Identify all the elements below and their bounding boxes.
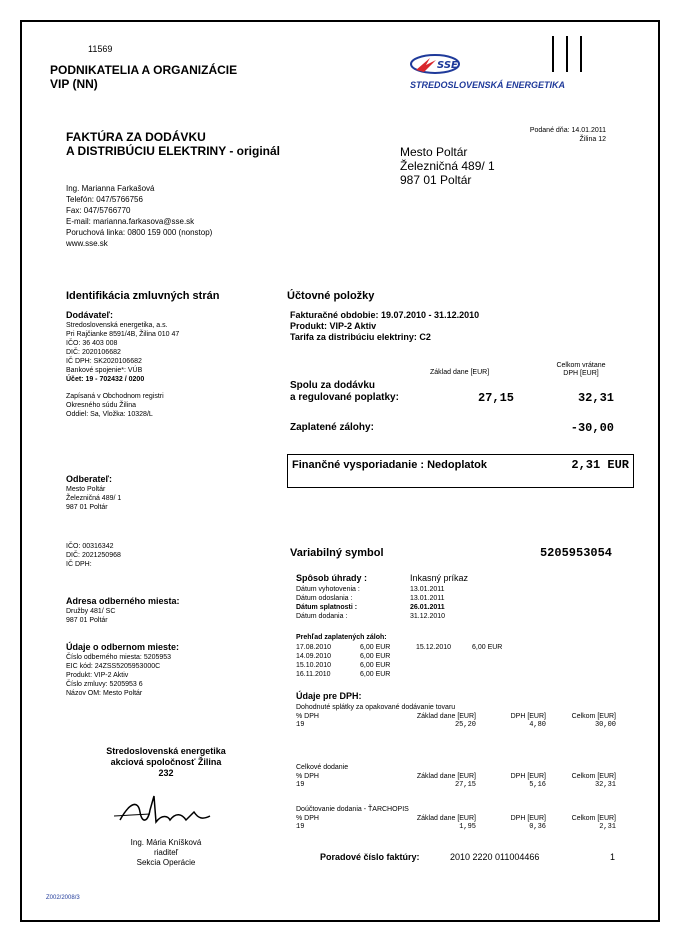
payment-method: Inkasný príkaz (410, 573, 469, 583)
advance-cell: 16.11.2010 (296, 671, 331, 678)
vat-value: 5,16 (529, 781, 546, 789)
customer-ids: IČO: 00316342 DIČ: 2021250968 IČ DPH: (66, 543, 121, 568)
signer: Ing. Mária Kníšková riaditeľ Sekcia Operácie (130, 838, 202, 867)
barcode-line (566, 36, 568, 72)
billing-period: Fakturačné obdobie: 19.07.2010 - 31.12.2010 Produkt: VIP-2 Aktiv Tarifa za distribúciu elektriny: C2 (290, 310, 480, 342)
document-number: 11569 (88, 44, 113, 54)
delivery-site: Adresa odberného miesta: Družby 481/ SC 987 01 Poltár (66, 596, 180, 624)
date-value: 13.01.2011 (410, 595, 445, 602)
company-stamp: Stredoslovenská energetika akciová spoločnosť Žilina 232 (106, 746, 226, 778)
paid-advances-label: Zaplatené zálohy: (290, 422, 374, 433)
advance-cell: 6,00 EUR (360, 653, 391, 660)
invoice-number: 2010 2220 011004466 (450, 852, 540, 862)
date-label: Dátum vyhotovenia : (296, 586, 360, 593)
customer-segment: PODNIKATELIA A ORGANIZÁCIE VIP (NN) (50, 63, 238, 91)
settlement-label: Finančné vysporiadanie : Nedoplatok (292, 459, 487, 471)
vat-header: Základ dane [EUR] (416, 815, 476, 822)
accounting-heading: Účtovné položky (287, 290, 375, 302)
advance-cell: 15.12.2010 (416, 644, 452, 651)
vat-block-title: Doúčtovanie dodania - ŤARCHOPIS (296, 806, 409, 813)
vat-header: % DPH (296, 773, 319, 780)
vat-header: DPH [EUR] (510, 773, 546, 780)
sum-base: 27,15 (477, 391, 514, 405)
date-value: 26.01.2011 (410, 604, 445, 611)
advance-row (296, 652, 556, 661)
variable-symbol-label: Variabilný symbol (290, 547, 384, 559)
date-value: 31.12.2010 (410, 613, 446, 620)
logo-name: STREDOSLOVENSKÁ ENERGETIKA (410, 80, 566, 90)
submitted-info: Podané dňa: 14.01.2011 Žilina 12 (529, 127, 606, 143)
advance-cell: 17.08.2010 (296, 644, 332, 651)
supplier-block: Dodávateľ: Stredoslovenská energetika, a.s. Pri Rajčianke 8591/4B, Žilina 010 47 IČO: 36 403 008 DIČ: 2020106682 IČ DPH: SK2020106682 Bankové spojenie*: VÚB Účet: 19 - 702432 / 0200 Zapísaná v Obchodnom registri Okresného súdu Žilina Oddiel: Sa, Vložka: 10328/L (66, 310, 180, 418)
sum-label: Spolu za dodávku a regulované poplatky: (290, 380, 399, 403)
advance-cell: 6,00 EUR (360, 671, 391, 678)
identification-heading: Identifikácia zmluvných strán (66, 290, 220, 302)
site-info: Údaje o odbernom mieste: Číslo odberného miesta: 5205953 EIC kód: 24ZSS5205953000C Produkt: VIP-2 Aktiv Číslo zmluvy: 5205953 6 Názov OM: Mesto Poltár (66, 642, 180, 697)
vat-block-title: Celkové dodanie (296, 764, 349, 771)
vat-value: 2,31 (599, 823, 616, 831)
vat-header: % DPH (296, 713, 319, 720)
advance-cell: 15.10.2010 (296, 662, 332, 669)
settlement-value: 2,31 EUR (571, 458, 629, 472)
invoice-number-label: Poradové číslo faktúry: (320, 852, 420, 862)
customer-block: Odberateľ: Mesto Poltár Železničná 489/ 1 987 01 Poltár (66, 474, 122, 511)
contact-block: Ing. Marianna Farkašová Telefón: 047/5766756 Fax: 047/5766770 E-mail: marianna.farkasova@sse.sk Poruchová linka: 0800 159 000 (nonstop) www.sse.sk (66, 184, 213, 248)
page-number: 1 (610, 852, 616, 862)
recipient-address: Mesto Poltár Železničná 489/ 1 987 01 Poltár (400, 145, 495, 187)
vat-header: Celkom [EUR] (571, 815, 616, 822)
advance-cell: 6,00 EUR (360, 662, 391, 669)
signature (110, 792, 220, 837)
dates-values (410, 585, 445, 621)
vat-value: 30,00 (594, 721, 616, 729)
vat-value: 0,36 (529, 823, 546, 831)
advances-label: Prehľad zaplatených záloh: (296, 634, 387, 641)
date-label: Dátum dodania : (296, 613, 348, 620)
col-total-header: Celkom vrátane DPH [EUR] (556, 362, 606, 377)
date-value: 13.01.2011 (410, 586, 445, 593)
invoice-title: FAKTÚRA ZA DODÁVKU A DISTRIBÚCIU ELEKTRINY - originál (66, 130, 281, 158)
vat-header: Celkom [EUR] (571, 773, 616, 780)
vat-header: % DPH (296, 815, 319, 822)
advance-cell: 6,00 EUR (472, 644, 503, 651)
vat-block (296, 763, 620, 793)
advance-cell: 6,00 EUR (360, 644, 391, 651)
vat-value: 27,15 (454, 781, 476, 789)
vat-value: 32,31 (594, 781, 616, 789)
vat-value: 25,20 (454, 721, 476, 729)
vat-block (296, 805, 620, 835)
vat-header: DPH [EUR] (510, 713, 546, 720)
settlement-box (287, 454, 634, 488)
advances-table (296, 643, 556, 679)
vat-value: 19 (296, 721, 305, 729)
variable-symbol-value: 5205953054 (539, 546, 612, 560)
vat-header: Základ dane [EUR] (416, 773, 476, 780)
col-base-header: Základ dane [EUR] (430, 369, 490, 376)
vat-heading: Údaje pre DPH: (296, 691, 362, 701)
barcode-line (552, 36, 554, 72)
vat-value: 4,80 (529, 721, 546, 729)
date-label: Dátum splatnosti : (296, 604, 358, 611)
dates-labels (296, 585, 360, 621)
vat-value: 1,95 (459, 823, 476, 831)
vat-block (296, 703, 620, 733)
advance-row (296, 643, 556, 652)
logo-mark: SSE (437, 60, 458, 71)
advance-row (296, 661, 556, 670)
date-label: Dátum odoslania : (296, 595, 353, 602)
barcode-line (580, 36, 582, 72)
sse-logo-icon (410, 54, 460, 79)
footer-code: Z002/2008/3 (46, 895, 80, 901)
vat-value: 19 (296, 781, 305, 789)
advance-row (296, 670, 556, 679)
advance-cell: 14.09.2010 (296, 653, 332, 660)
payment-method-label: Spôsob úhrady : (296, 573, 368, 583)
sum-total: 32,31 (577, 391, 614, 405)
vat-block-title: Dohodnuté splátky za opakované dodávanie tovaru (296, 704, 456, 711)
vat-value: 19 (296, 823, 305, 831)
vat-header: DPH [EUR] (510, 815, 546, 822)
paid-advances-value: -30,00 (570, 421, 614, 435)
vat-header: Celkom [EUR] (571, 713, 616, 720)
vat-header: Základ dane [EUR] (416, 713, 476, 720)
